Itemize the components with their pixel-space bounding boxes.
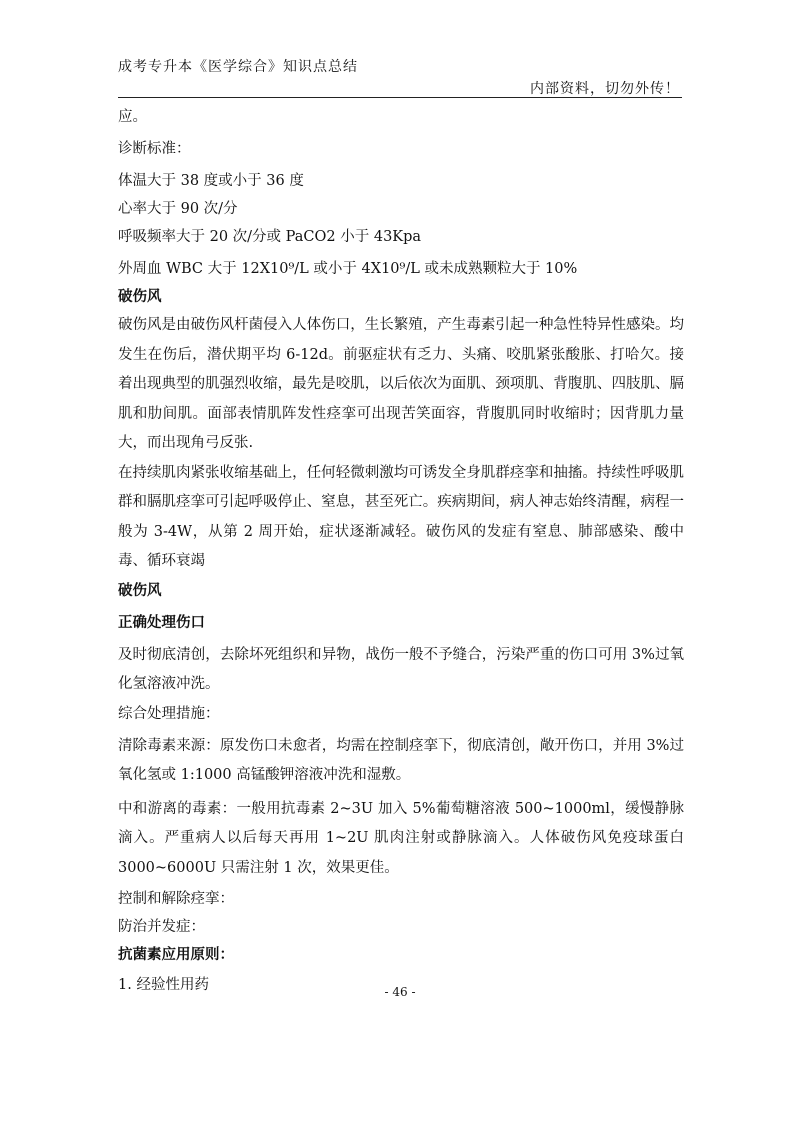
text-line: 体温大于 38 度或小于 36 度 [118, 173, 304, 189]
page-body [118, 103, 684, 999]
paragraph: 及时彻底清创，去除坏死组织和异物，战伤一般不予缝合，污染严重的伤口可用 3%过氧化氢溶液冲洗。 [118, 646, 684, 692]
text-line: 诊断标准： [118, 141, 191, 157]
document-header-notice: 内部资料，切勿外传！ [530, 81, 680, 97]
text-line: 综合处理措施： [118, 705, 220, 722]
paragraph: 中和游离的毒素：一般用抗毒素 2~3U 加入 5%葡萄糖溶液 500~1000ml，缓慢静脉滴入。严重病人以后每天再用 1~2U 肌肉注射或静脉滴入。人体破伤风免疫球蛋白 3000~6000U 只需注射 1 次，效果更佳。 [118, 800, 684, 876]
paragraph: 清除毒素来源：原发伤口未愈者，均需在控制痉挛下，彻底清创，敞开伤口，并用 3%过氧化氢或 1:1000 高锰酸钾溶液冲洗和湿敷。 [118, 737, 684, 783]
text-line: 防治并发症： [118, 919, 205, 935]
paragraph: 在持续肌肉紧张收缩基础上，任何轻微刺激均可诱发全身肌群痉挛和抽搐。持续性呼吸肌群和膈肌痉挛可引起呼吸停止、窒息，甚至死亡。疾病期间，病人神志始终清醒，病程一般为 3-4W，从第 2 周开始，症状逐渐减轻。破伤风的发症有窒息、肺部感染、酸中毒、循环衰竭 [118, 464, 684, 569]
text-line: 控制和解除痉挛： [118, 891, 234, 907]
document-header-title: 成考专升本《医学综合》知识点总结 [118, 59, 358, 75]
text-line: 外周血 WBC 大于 12X10⁹/L 或小于 4X10⁹/L 或未成熟颗粒大于 10% [118, 261, 578, 277]
text-line: 心率大于 90 次/分 [118, 201, 238, 217]
header-divider [118, 97, 682, 98]
section-heading: 破伤风 [118, 289, 162, 305]
text-line: 1. 经验性用药 [118, 977, 209, 993]
paragraph: 破伤风是由破伤风杆菌侵入人体伤口，生长繁殖，产生毒素引起一种急性特异性感染。均发生在伤后，潜伏期平均 6-12d。前驱症状有乏力、头痛、咬肌紧张酸胀、打哈欠。接着出现典型的肌强烈收缩，最先是咬肌，以后依次为面肌、颈项肌、背腹肌、四肢肌、膈肌和肋间肌。面部表情肌阵发性痉挛可出现苦笑面容，背腹肌同时收缩时；因背肌力量大，而出现角弓反张. [118, 317, 684, 451]
page-number: - 46 - [384, 985, 416, 999]
text-line: 呼吸频率大于 20 次/分或 PaCO2 小于 43Kpa [118, 229, 422, 245]
section-heading: 正确处理伤口 [118, 614, 205, 631]
text-line: 应。 [118, 109, 147, 125]
section-heading: 破伤风 [118, 582, 162, 599]
section-heading: 抗菌素应用原则： [118, 947, 234, 963]
